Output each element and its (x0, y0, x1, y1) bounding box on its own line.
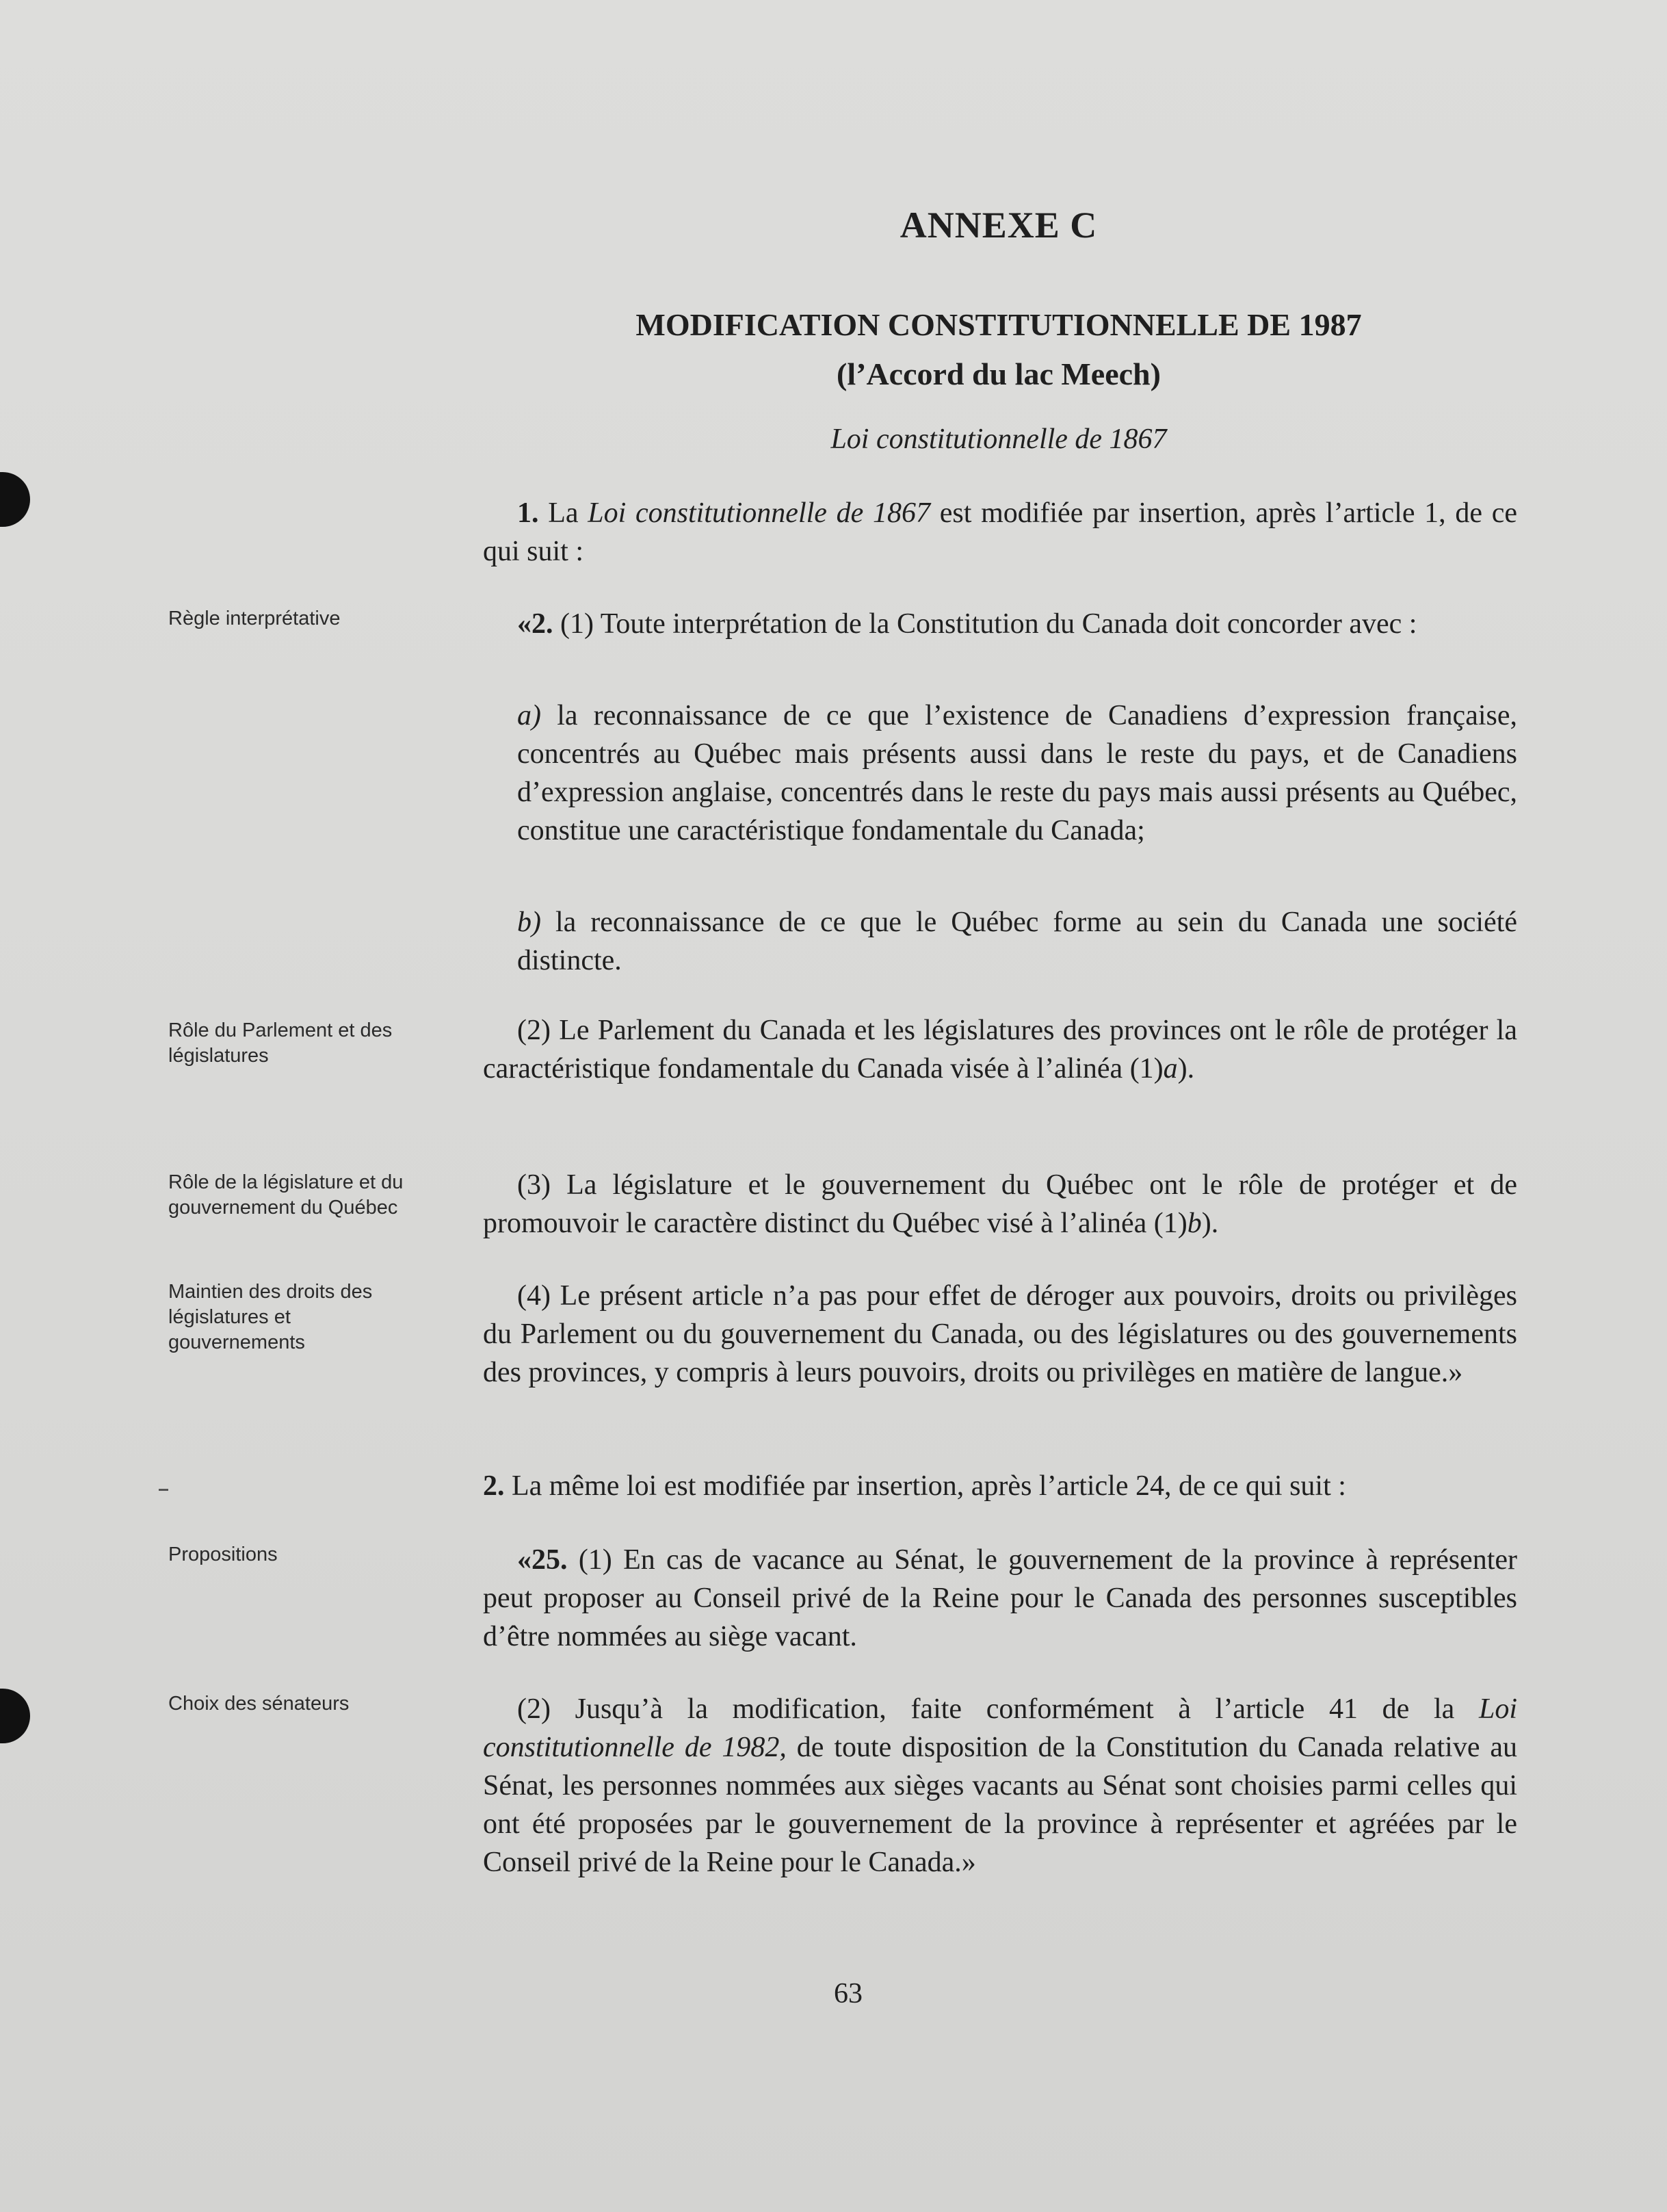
paragraph-text: (1) Toute interprétation de la Constitution du Canada doit concorder avec : (560, 608, 1417, 640)
item-letter: a) (517, 700, 541, 731)
margin-note-regle: Règle interprétative (168, 608, 341, 629)
paragraph-text: la reconnaissance de ce que le Québec forme au sein du Canada une société distincte. (517, 907, 1518, 976)
margin-tick-mark (159, 1489, 168, 1491)
paragraph-2b (517, 903, 1517, 980)
statute-name: Loi constitutionnelle de 1982, (483, 1693, 1517, 1763)
document-subtitle: MODIFICATION CONSTITUTIONNELLE DE 1987 (635, 307, 1362, 342)
paragraph-text: La même loi est modifiée par insertion, après l’article 24, de ce qui suit : (512, 1470, 1346, 1502)
article-number: 1. (517, 497, 539, 529)
paragraph-text: (4) Le présent article n’a pas pour effet de déroger aux pouvoirs, droits ou privilèges du Parlement ou du gouvernement du Canada, ou des législatures ou des gouvernements des provinces, y compris à leurs pouvoirs, droits ou privilèges en matière de langue.» (483, 1280, 1517, 1388)
paragraph-text: (3) La législature et le gouvernement du Québec ont le rôle de protéger et de promouvoir le caractère distinct du Québec visé à l’alinéa (1) (483, 1169, 1517, 1239)
item-letter: a (1163, 1053, 1178, 1084)
document-subtitle-accord: (l’Accord du lac Meech) (837, 356, 1161, 391)
paragraph-text: la reconnaissance de ce que l’existence de Canadiens d’expression française, concentrés au Québec mais présents aussi dans le reste du pays, et de Canadiens d’expression anglaise, concentrés dans le reste du pays mais aussi présents au Québec, constitue une caractéristique fondamentale du Canada; (517, 700, 1517, 846)
paragraph-1 (483, 494, 1517, 571)
paragraph-text: (2) Le Parlement du Canada et les législatures des provinces ont le rôle de protéger la caractéristique fondamentale du Canada visée à l’alinéa (1) (483, 1015, 1517, 1084)
paragraph-5 (483, 1277, 1517, 1392)
paragraph-8 (483, 1690, 1517, 1882)
margin-note-maintien: Maintien des droits des législatures et gouvernements (168, 1281, 373, 1353)
paragraph-text: de toute disposition de la Constitution du Canada relative au Sénat, les personnes nommées aux sièges vacants au Sénat sont choisies parmi celles qui ont été proposées par le gouvernement de la province à représenter et agréées par le Conseil privé de la Reine pour le Canada.» (483, 1732, 1518, 1878)
margin-note-role-quebec: Rôle de la législature et du gouvernement du Québec (168, 1171, 404, 1219)
margin-note-propositions: Propositions (168, 1544, 278, 1565)
paragraph-text: La (548, 497, 579, 529)
paragraph-text: est modifiée par insertion, après l’article 1, de ce qui suit : (483, 497, 1518, 567)
paragraph-2 (483, 605, 1517, 643)
page-title: ANNEXE C (900, 205, 1098, 246)
statute-name: Loi constitutionnelle de 1867 (588, 497, 930, 529)
article-number: «25. (517, 1544, 568, 1576)
paragraph-4 (483, 1166, 1517, 1242)
article-number: 2. (483, 1470, 505, 1502)
paragraph-2a (517, 697, 1517, 850)
item-letter: b) (517, 907, 541, 938)
item-letter: b (1187, 1208, 1202, 1239)
paragraph-text: ). (1201, 1208, 1219, 1239)
article-number: «2. (517, 608, 553, 640)
paragraph-3 (483, 1011, 1517, 1088)
paragraph-7 (483, 1541, 1517, 1656)
binder-hole (0, 472, 30, 527)
binder-hole (0, 1689, 30, 1743)
paragraph-text: ). (1177, 1053, 1195, 1084)
paragraph-text: (1) En cas de vacance au Sénat, le gouvernement de la province à représenter peut proposer au Conseil privé de la Reine pour le Canada des personnes susceptibles d’être nommées au siège vacant. (483, 1544, 1517, 1652)
paragraph-6 (483, 1467, 1517, 1505)
paragraph-text: (2) Jusqu’à la modification, faite conformément à l’article 41 de la (517, 1693, 1455, 1725)
page-number: 63 (834, 1978, 863, 2009)
margin-note-choix: Choix des sénateurs (168, 1693, 350, 1715)
margin-note-role-parlement: Rôle du Parlement et des législatures (168, 1019, 393, 1067)
section-heading-loi: Loi constitutionnelle de 1867 (830, 424, 1167, 455)
